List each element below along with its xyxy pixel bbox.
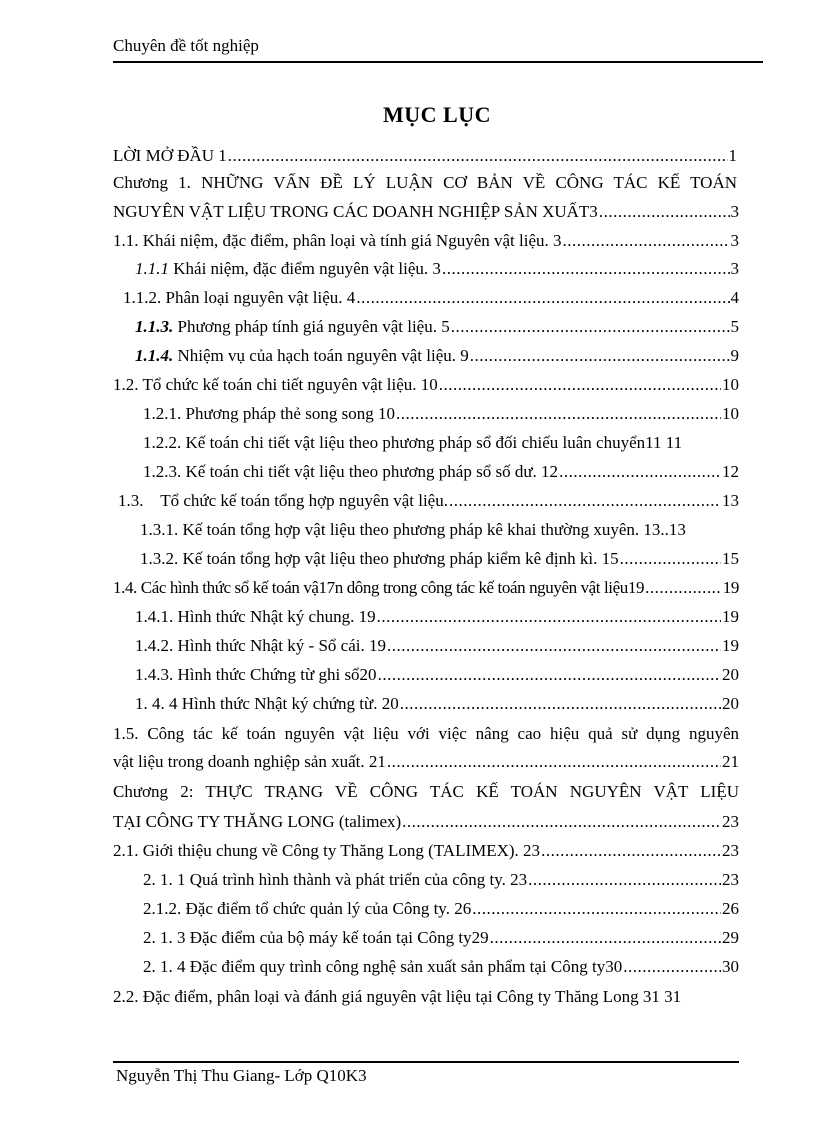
toc-entry[interactable]: 1.4.2. Hình thức Nhật ký - Sổ cái. 19 ..... 19: [135, 635, 739, 657]
toc-page-number: 19: [722, 636, 739, 655]
toc-page-number: 20: [722, 665, 739, 684]
toc-entry[interactable]: 2. 1. 3 Đặc điểm của bộ máy kế toán tại Công ty29 ..... 29: [143, 927, 739, 949]
toc-entry[interactable]: 1.4.3. Hình thức Chứng từ ghi sổ20 ..... 20: [135, 664, 739, 686]
toc-entry[interactable]: 1.1.3. Phương pháp tính giá nguyên vật liệu. 5 ..... 5: [135, 316, 739, 338]
toc-page-number: 26: [722, 899, 739, 918]
toc-entry[interactable]: 1.2.3. Kế toán chi tiết vật liệu theo phương pháp sổ số dư. 12 ..... 12: [143, 461, 739, 483]
toc-entry[interactable]: 2. 1. 1 Quá trình hình thành và phát triển của công ty. 23 ..... 23: [143, 869, 739, 891]
toc-entry[interactable]: 2.2. Đặc điểm, phân loại và đánh giá nguyên vật liệu tại Công ty Thăng Long 31 31: [113, 987, 682, 1006]
toc-page-number: 1: [728, 146, 737, 165]
page-footer: Nguyễn Thị Thu Giang- Lớp Q10K3: [116, 1066, 367, 1085]
toc-page-number: 23: [722, 841, 739, 860]
toc-page-number: 29: [722, 928, 739, 947]
toc-entry[interactable]: 1.5. Công tác kế toán nguyên vật liệu với việc nâng cao hiệu quả sử dụng nguyên: [113, 724, 739, 743]
header-divider: [113, 61, 763, 63]
toc-page-number: 20: [722, 694, 739, 713]
toc-section-number: 1.1.4.: [135, 346, 174, 365]
toc-page-number: 30: [722, 957, 739, 976]
toc-page-number: 10: [722, 375, 739, 394]
toc-entry[interactable]: 1.3.1. Kế toán tổng hợp vật liệu theo phương pháp kê khai thường xuyên. 13..13: [140, 520, 686, 539]
toc-entry[interactable]: 1.2.1. Phương pháp thẻ song song 10 ..... 10: [143, 403, 739, 425]
toc-page-number: 15: [722, 549, 739, 568]
toc-entry[interactable]: LỜI MỞ ĐẦU 1 ..... 1: [113, 145, 737, 167]
toc-entry[interactable]: 2.1.2. Đặc điểm tổ chức quản lý của Công ty. 26 ..... 26: [143, 898, 739, 920]
toc-page-number: 23: [722, 870, 739, 889]
toc-entry[interactable]: 1.2.2. Kế toán chi tiết vật liệu theo phương pháp sổ đối chiếu luân chuyển11 11: [143, 433, 683, 452]
toc-entry[interactable]: 1.4.1. Hình thức Nhật ký chung. 19 ..... 19: [135, 606, 739, 628]
page-header: Chuyên đề tốt nghiệp: [113, 36, 259, 55]
toc-entry[interactable]: 1. 4. 4 Hình thức Nhật ký chứng từ. 20 ..... 20: [135, 693, 739, 715]
toc-entry[interactable]: 1.1.2. Phân loại nguyên vật liệu. 4 ..... 4: [123, 287, 739, 309]
toc-page-number: 19: [722, 607, 739, 626]
toc-page-number: 9: [730, 346, 739, 365]
toc-page-number: 23: [722, 812, 739, 831]
toc-page-number: 3: [730, 259, 739, 278]
toc-entry[interactable]: 2.1. Giới thiệu chung về Công ty Thăng Long (TALIMEX). 23 ..... 23: [113, 840, 739, 862]
toc-entry[interactable]: 1.4. Các hình thức sổ kế toán vậ17n dông trong công tác kế toán nguyên vật liệu19 ..... 19: [113, 577, 739, 599]
toc-section-number: 1.1.3.: [135, 317, 174, 336]
toc-page-number: 12: [722, 462, 739, 481]
toc-entry[interactable]: 1.2. Tổ chức kế toán chi tiết nguyên vật liệu. 10 ..... 10: [113, 374, 739, 396]
toc-page-number: 4: [730, 288, 739, 307]
toc-page-number: 5: [730, 317, 739, 336]
toc-entry[interactable]: Chương 1. NHỮNG VẤN ĐỀ LÝ LUẬN CƠ BẢN VỀ CÔNG TÁC KẾ TOÁN: [113, 173, 737, 192]
page-title: MỤC LỤC: [383, 102, 491, 127]
toc-entry[interactable]: vật liệu trong doanh nghiệp sản xuất. 21 ..... 21: [113, 751, 739, 773]
toc-entry[interactable]: TẠI CÔNG TY THĂNG LONG (talimex) ..... 23: [113, 811, 739, 833]
toc-page-number: 13: [722, 491, 739, 510]
toc-entry[interactable]: 1.3. Tổ chức kế toán tổng hợp nguyên vật liệu. ..... 13: [118, 490, 739, 512]
toc-entry[interactable]: 2. 1. 4 Đặc điểm quy trình công nghệ sản xuất sản phẩm tại Công ty30 ..... 30: [143, 956, 739, 978]
toc-page-number: 19: [722, 578, 739, 597]
toc-entry[interactable]: 1.1. Khái niệm, đặc điểm, phân loại và tính giá Nguyên vật liệu. 3 ..... 3: [113, 230, 739, 252]
toc-page-number: 3: [730, 231, 739, 250]
toc-entry[interactable]: NGUYÊN VẬT LIỆU TRONG CÁC DOANH NGHIỆP SẢN XUẤT3 ..... 3: [113, 201, 739, 223]
toc-entry[interactable]: 1.1.1 Khái niệm, đặc điểm nguyên vật liệu. 3 ..... 3: [135, 258, 739, 280]
toc-entry[interactable]: 1.3.2. Kế toán tổng hợp vật liệu theo phương pháp kiểm kê định kì. 15 ..... 15: [140, 548, 739, 570]
toc-entry[interactable]: Chương 2: THỰC TRẠNG VỀ CÔNG TÁC KẾ TOÁN NGUYÊN VẬT LIỆU: [113, 782, 739, 801]
toc-entry[interactable]: 1.1.4. Nhiệm vụ của hạch toán nguyên vật liệu. 9 ..... 9: [135, 345, 739, 367]
toc-page-number: 3: [730, 202, 739, 221]
toc-section-number: 1.1.1: [135, 259, 169, 278]
toc-page-number: 10: [722, 404, 739, 423]
toc-page-number: 21: [722, 752, 739, 771]
footer-divider: [113, 1061, 739, 1063]
